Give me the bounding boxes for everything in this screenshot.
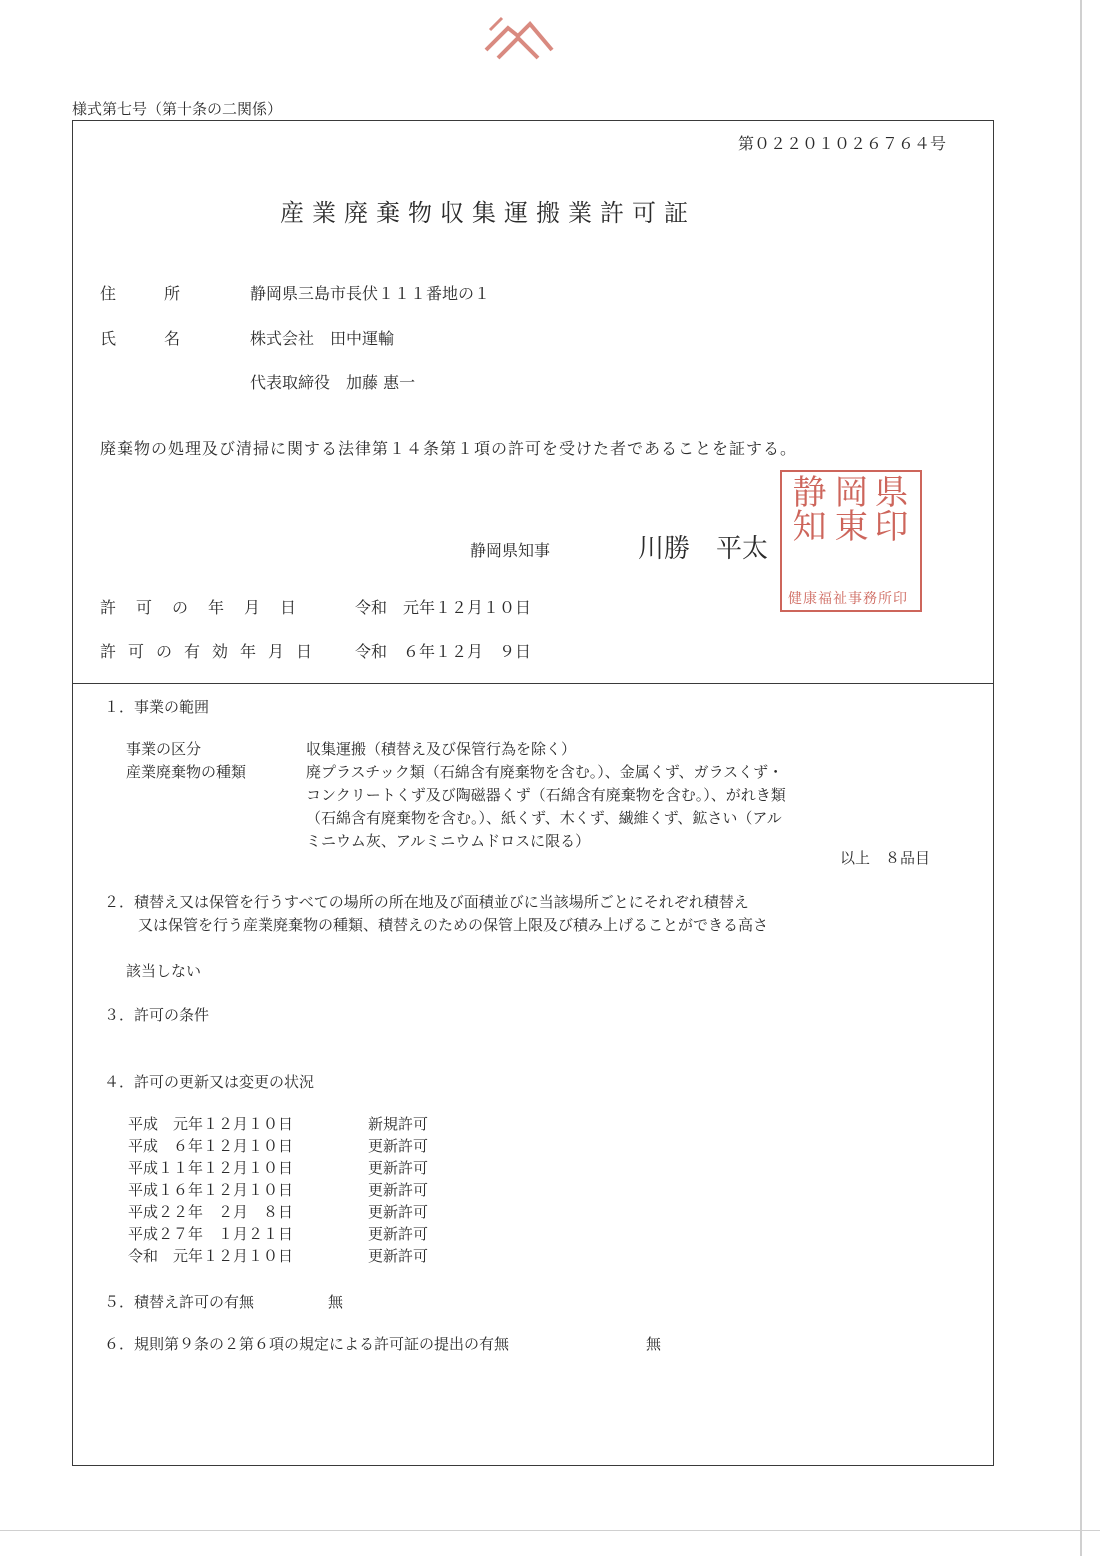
seal-glyphs: 県印 [868, 474, 908, 542]
issuer-name: 川勝 平太 [638, 534, 769, 564]
history-row [128, 1201, 428, 1223]
history-status: 更新許可 [368, 1181, 429, 1199]
waste-type-line: 廃プラスチック類（石綿含有廃棄物を含む。）、金属くず、ガラスくず・ [306, 763, 784, 781]
history-date: 平成 ６年１２月１０日 [128, 1137, 294, 1155]
page-title: 産業廃棄物収集運搬業許可証 [280, 199, 696, 227]
permit-number: 第０２２０１０２６７６４号 [738, 134, 947, 153]
permit-date-label: 許可の年月日 [100, 598, 317, 617]
history-row [128, 1179, 428, 1201]
section1-heading: １．事業の範囲 [104, 698, 210, 716]
company-name: 株式会社 田中運輸 [250, 329, 395, 348]
history-status: 新規許可 [368, 1115, 429, 1133]
scan-edge-line [1080, 0, 1082, 1556]
section4-heading: ４．許可の更新又は変更の状況 [104, 1073, 315, 1091]
business-category-label: 事業の区分 [126, 740, 202, 758]
valid-until-label: 許可の有効年月日 [100, 642, 325, 661]
form-label: 様式第七号（第十条の二関係） [72, 100, 283, 118]
name-label: 氏 名 [100, 329, 197, 348]
section6-value: 無 [646, 1335, 662, 1353]
section2-heading-line1: ２．積替え又は保管を行うすべての場所の所在地及び面積並びに当該場所ごとにそれぞれ積替え [104, 893, 749, 911]
history-status: 更新許可 [368, 1225, 429, 1243]
waste-type-line: コンクリートくず及び陶磁器くず（石綿含有廃棄物を含む。）、がれき類 [306, 786, 786, 804]
history-date: 平成２７年 １月２１日 [128, 1225, 294, 1243]
representative-name: 代表取締役 加藤 惠一 [250, 373, 416, 392]
seal-glyphs: 静知 [786, 474, 826, 542]
waste-type-line: （石綿含有廃棄物を含む。）、紙くず、木くず、繊維くず、鉱さい（アル [306, 809, 782, 827]
history-date: 平成１６年１２月１０日 [128, 1181, 294, 1199]
waste-type-total: 以上 ８品目 [840, 849, 931, 867]
certification-text: 廃棄物の処理及び清掃に関する法律第１４条第１項の許可を受けた者であることを証する。 [100, 439, 798, 458]
official-seal [780, 470, 922, 612]
address-value: 静岡県三島市長伏１１１番地の１ [250, 284, 491, 303]
history-row [128, 1135, 428, 1157]
history-date: 令和 元年１２月１０日 [128, 1247, 294, 1265]
history-date: 平成２２年 ２月 ８日 [128, 1203, 294, 1221]
issuer-title: 静岡県知事 [470, 541, 551, 560]
history-row [128, 1223, 428, 1245]
section3-heading: ３．許可の条件 [104, 1006, 210, 1024]
history-date: 平成１１年１２月１０日 [128, 1159, 294, 1177]
partial-seal-mark [478, 10, 560, 66]
section5-heading: ５．積替え許可の有無 [104, 1293, 255, 1311]
history-row [128, 1113, 428, 1135]
seal-glyphs: 岡東 [828, 474, 868, 542]
permit-date-value: 令和 元年１２月１０日 [355, 598, 532, 617]
seal-bottom-text: 健康福祉事務所印 [788, 591, 908, 607]
address-label: 住 所 [100, 284, 197, 303]
scan-edge-line [0, 1530, 1100, 1531]
section6-heading: ６．規則第９条の２第６項の規定による許可証の提出の有無 [104, 1335, 510, 1353]
section2-value: 該当しない [126, 962, 202, 980]
history-date: 平成 元年１２月１０日 [128, 1115, 294, 1133]
history-row [128, 1157, 428, 1179]
business-category-value: 収集運搬（積替え及び保管行為を除く） [306, 740, 577, 758]
history-row [128, 1245, 428, 1267]
section2-heading-line2: 又は保管を行う産業廃棄物の種類、積替えのための保管上限及び積み上げることができる高さ [138, 916, 769, 934]
waste-type-line: ミニウム灰、アルミニウムドロスに限る） [306, 832, 591, 850]
history-status: 更新許可 [368, 1159, 429, 1177]
history-status: 更新許可 [368, 1203, 429, 1221]
valid-until-value: 令和 ６年１２月 ９日 [355, 642, 532, 661]
waste-type-label: 産業廃棄物の種類 [126, 763, 247, 781]
history-status: 更新許可 [368, 1137, 429, 1155]
history-status: 更新許可 [368, 1247, 429, 1265]
section-divider [72, 683, 994, 684]
section5-value: 無 [328, 1293, 344, 1311]
